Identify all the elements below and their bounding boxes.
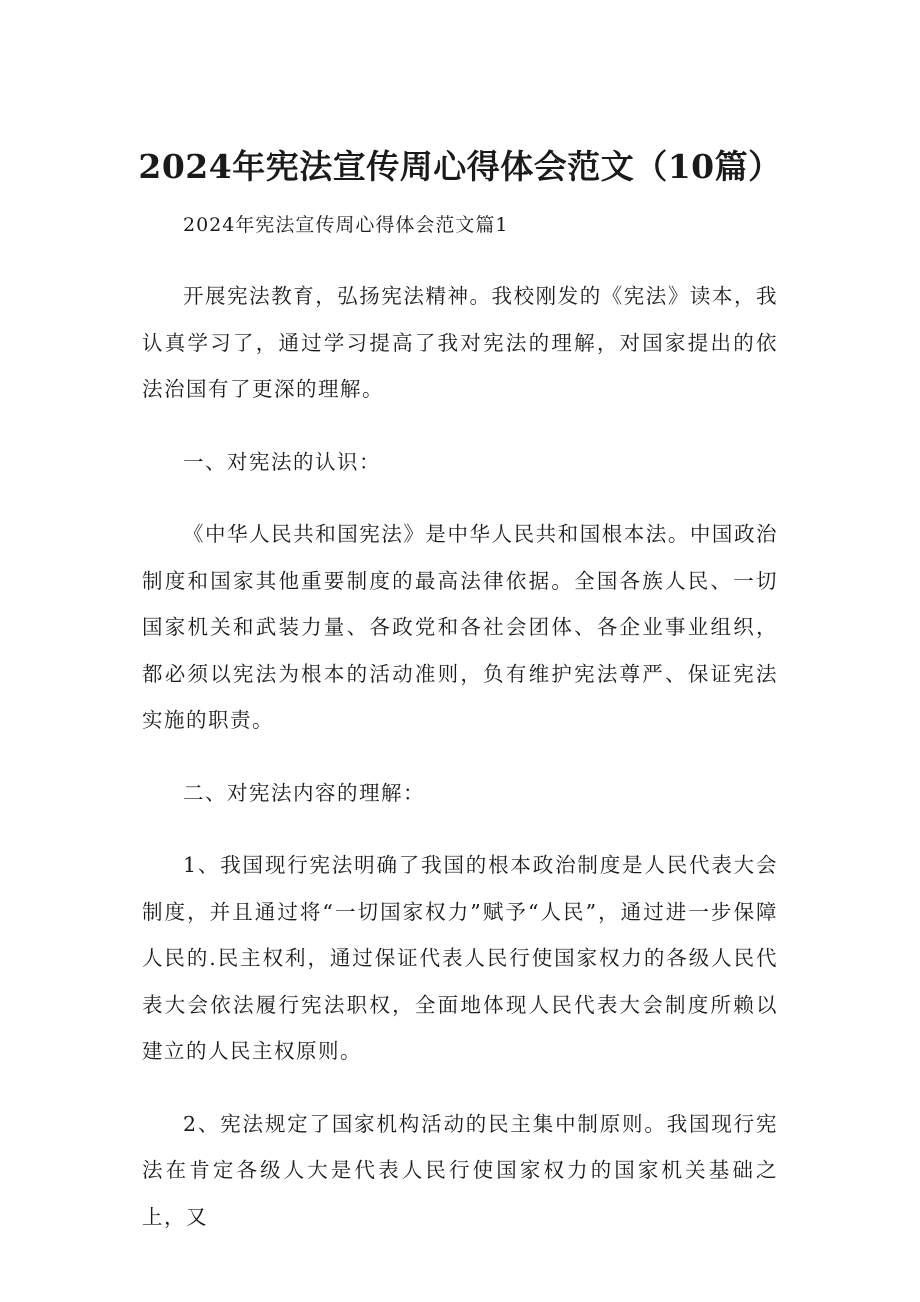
paragraph-point-1: 1、我国现行宪法明确了我国的根本政治制度是人民代表大会制度，并且通过将“一切国家权力”赋予“人民”，通过进一步保障人民的.民主权利，通过保证代表人民行使国家权力的各级人民代表大会依法履行宪法职权，全面地体现人民代表大会制度所赖以建立的人民主权原则。 [142,853,778,1063]
paragraph-intro: 开展宪法教育，弘扬宪法精神。我校刚发的《宪法》读本，我认真学习了，通过学习提高了我对宪法的理解，对国家提出的依法治国有了更深的理解。 [142,284,778,401]
heading-section-1: 一、对宪法的认识： [183,449,381,474]
document-title: 2024年宪法宣传周心得体会范文（10篇） [138,147,782,186]
heading-section-2: 二、对宪法内容的理解： [183,780,425,805]
paragraph-point-2: 2、宪法规定了国家机构活动的民主集中制原则。我国现行宪法在肯定各级人大是代表人民行使国家权力的国家机关基础之上，又 [142,1111,778,1229]
document-body [142,205,778,1240]
paragraph-constitution-definition: 《中华人民共和国宪法》是中华人民共和国根本法。中国政治制度和国家其他重要制度的最高法律依据。全国各族人民、一切国家机关和武装力量、各政党和各社会团体、各企业事业组织，都必须以宪法为根本的活动准则，负有维护宪法尊严、保证宪法实施的职责。 [142,522,778,732]
section-subtitle: 2024年宪法宣传周心得体会范文篇1 [183,214,509,236]
